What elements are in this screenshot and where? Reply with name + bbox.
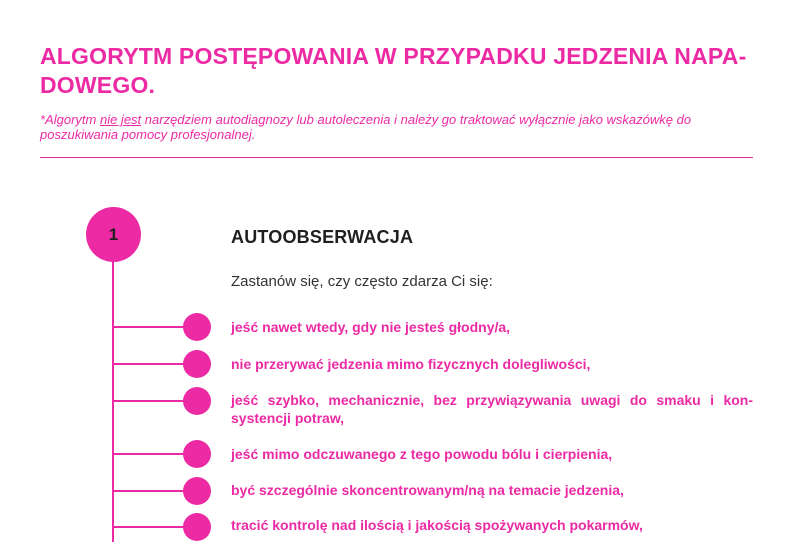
step-number-badge bbox=[86, 207, 141, 262]
timeline-line bbox=[112, 262, 114, 542]
bullet-dot bbox=[183, 387, 211, 415]
bullet-dot bbox=[183, 513, 211, 541]
list-item: jeść nawet wtedy, gdy nie jesteś głodny/a, bbox=[231, 319, 511, 335]
timeline-branch bbox=[112, 363, 192, 365]
step-heading: AUTOOBSERWACJA bbox=[231, 227, 414, 247]
disclaimer-note bbox=[40, 112, 755, 142]
bullet-dot bbox=[183, 350, 211, 378]
bullet-dot bbox=[183, 313, 211, 341]
timeline-branch bbox=[112, 400, 192, 402]
timeline-branch bbox=[112, 526, 192, 528]
timeline-branch bbox=[112, 490, 192, 492]
disclaimer-text-start: *Algorytm bbox=[40, 112, 100, 127]
step-intro: Zastanów się, czy często zdarza Ci się: bbox=[231, 273, 493, 290]
disclaimer-text-end: narzędziem autodiagnozy lub autoleczenia i należy go traktować wyłącznie jako wskazówkę do poszukiwania pomocy profesjonalnej. bbox=[40, 112, 692, 142]
list-item: tracić kontrolę nad ilością i jakością spożywanych pokarmów, bbox=[231, 517, 643, 533]
disclaimer-emphasis: nie jest bbox=[99, 112, 142, 127]
list-item: być szczególnie skoncentrowanym/ną na temacie jedzenia, bbox=[231, 482, 624, 498]
bullet-dot bbox=[183, 477, 211, 505]
list-item: nie przerywać jedzenia mimo fizycznych dolegliwości, bbox=[231, 356, 591, 372]
timeline-branch bbox=[112, 453, 192, 455]
bullet-dot bbox=[183, 440, 211, 468]
list-item: jeść szybko, mechanicznie, bez przywiązywania uwagi do smaku i kon-systencji potraw, bbox=[231, 392, 753, 426]
header-divider bbox=[40, 157, 753, 158]
timeline-branch bbox=[112, 326, 192, 328]
page-title: ALGORYTM POSTĘPOWANIA W PRZYPADKU JEDZENIA NAPA-DOWEGO. bbox=[40, 43, 747, 98]
list-item: jeść mimo odczuwanego z tego powodu bólu i cierpienia, bbox=[231, 446, 613, 462]
step-number: 1 bbox=[108, 224, 119, 244]
